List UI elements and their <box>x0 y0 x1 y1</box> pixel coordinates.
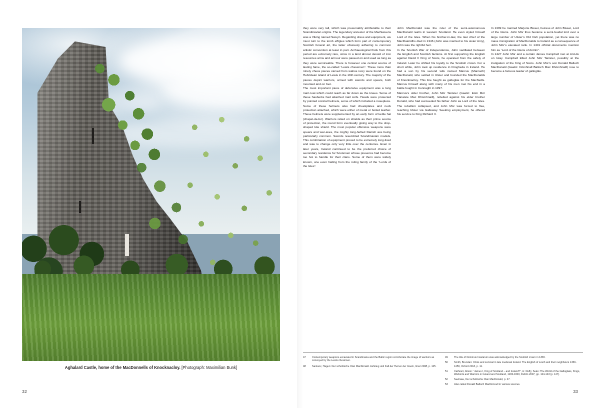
footnote-text: Cathcart, Alison: “James I, King of Scotland – and Ireland?”, in: Duffy, Seán: The World of the Galloglass, Kings, Warlords and Warriors in Ireland and Scotland, 1200-1600, Dublin 2007, pp. 124-143 (p. 127). <box>454 369 580 376</box>
figure-caption <box>22 365 280 370</box>
cloud-shape <box>164 73 280 106</box>
footnote-entry <box>303 356 439 363</box>
paragraph: In 1399 he married Marjorie Bisset, heiress of John Bisset, Lord of the Glens. John Mór thus became a semi-feudal lord over a large number of Ulster’s Old Irish population, yet there was no mass immigration of MacDonalds to Ireland as a consequence of John Mór’s elevated rank. In 1401 official documents mention him as “Lord of the Glens of Antrim”. <box>491 26 579 52</box>
paragraph: In 1427 John Mór and a certain James Campbell met at Ard-du on Islay. Campbell killed John Mór Tanister, possibly at the instigation of the King of Scots. John Mór’s son Donald Balloch MacDonald (Gaelic: Dómhnall Balloch Mac Dhómhnaill) rose to become a famous leader of galloglás. <box>491 51 579 74</box>
footnote-entry <box>445 378 581 381</box>
footnote-number: 47 <box>303 356 306 359</box>
paragraph: Marcus’s older brother, John Mór Tanister (Gaelic: Eóin Mór Tánaiste Mac Dhómhnaill), rebelled against his elder brother Donald, who had succeeded his father John as Lord of the Isles. The rebellion collapsed, and John Mór was forced to flee, reaching Ulster via Galloway. Seeking employment, he offered his service to King Richard II. <box>397 90 485 117</box>
text-columns <box>303 26 583 168</box>
right-page <box>300 0 600 408</box>
text-column-1 <box>303 26 391 168</box>
footnote-number: 50 <box>445 361 448 365</box>
footnote-separator-rule <box>303 352 583 353</box>
footnote-number: 48 <box>303 364 306 368</box>
figure-caption-title: Aghalard Castle, home of the MacDonnells of Knocknacloy. <box>64 365 181 370</box>
text-column-3 <box>491 26 579 168</box>
footnote-entry <box>445 356 581 359</box>
paragraph: In the Scottish War of Independence, John vacillated between the English and Scottish factions. At first supporting the English against David II King of Scots, he operated from the safety of Ireland. Later he shifted his loyalty to the Scottish crown. For a short while, John took up residence in Drogheda in Ireland. He had a son by his second wife named Marcus (Marcach) MacDonald, who settled in Ulster and founded the MacDonalds of Knocknacloy. This line fought as galloglás for the MacNeills. Marcus himself along with many of his men met his end in a battle fought in Connaght in 1397. <box>397 47 485 91</box>
footnote-column-left <box>303 356 439 388</box>
grass-field <box>22 274 280 361</box>
text-column-2 <box>397 26 485 168</box>
paragraph: John MacDonald was the ruler of the semi-autonomous MacDonald realm in western Scotland. He even styled himself Lord of the Isles. When his brother-in-law, the last chief of the MacRuairidhs died in 1346 (John was married to his sister Amy), John was the rightful heir. <box>397 26 485 48</box>
footnotes-area <box>303 356 583 388</box>
footnote-number: 53 <box>445 383 448 387</box>
footnote-number: 49 <box>445 356 448 359</box>
footnote-entry <box>445 361 581 368</box>
footnote-text: Contemporary weapons excavated in Scandinavia and the Baltic region corroborate the image of warriors as conveyed by the Lewis chessmen. <box>312 356 435 363</box>
aghalard-castle-photo <box>22 28 280 361</box>
footnote-text: Also called Donald Balloch MacDonnell in various sources. <box>454 383 521 387</box>
page-number-right: 33 <box>573 389 578 394</box>
footnote-number: 51 <box>445 369 448 373</box>
paragraph: The most important piece of defensive equipment was a long mail coat which could reach as far down as the knees. Some of these hauberks had attached mail coifs. Heads were protected by pointed conical helmets, some of which included a noseplece. Some of these helmets also had cheekplates and neck protection attached, which were either of metal or boiled leather. These helmets were supplemented by an early form of kettle hat (chapel-de-fer). Warriors relied on shields as their prime source of protection, the round form eventually giving way to the drop-shaped kite shield. The most popular offensive weapons were spears and war-axes, the mighty long-hefted Danish axe being particularly common. Swords resembled Scandinavian models. This combination of equipment proved to be extremely long-lived and was to change only very little over the centuries. Even in later years, Ireland continued to be the preferred choice of secondary residence for Scotsmen whose presence had become too hot to handle for their clans. Some of them were widely known, one even hailing from the ruling family of the “Lords of the Isles”. <box>303 86 391 168</box>
page-number-left: 32 <box>22 389 27 394</box>
footnote-text: Seehase, Der schottische Clan MacDonald, p. 27. <box>454 378 511 382</box>
footnote-text: Smith, Brendan: Crisis and survival in late medieval Ireland. The English of Louth and their neighbours 1330-1450, Oxford 2013, p. 11. <box>454 361 577 368</box>
paragraph: they were very tall, which was presumably attributable to their Scandinavian origins. The legendary ancestor of the MacSweens was a Viking named Sweyn. Regarding dress and equipment, we must turn to the tomb effigies which form part of contemporary Scottish funeral art, the latter obviously adhering to common artistic convention at least in part. Archaeological finds from this period are extremely rare, since in a land almost devoid of iron resources arms and armour were passed on and used as long as they were serviceable. There is however one central source of lasting fame, the so-called “Lewis chessmen”. These more than ninety chess pieces carved from walrus ivory were found on the Hebridean island of Lewis in the 19th century. The majority of the pieces depict warriors, armed with swords and spears, both mounted and on foot. <box>303 26 391 87</box>
footnote-text: The title of Dominus Insularum was acknowledged by the Scottish crown in 1336. <box>454 356 546 359</box>
footnote-entry <box>445 383 581 386</box>
footnote-entry <box>445 370 581 377</box>
footnote-text: Santuox, Hagen: Der schottische Clan MacDonald. Aufstieg und Fall der Herren der Inseln, Graz 2008, p. 125. <box>312 364 437 368</box>
footnote-column-right <box>445 356 581 388</box>
footnote-entry <box>303 365 439 368</box>
figure-caption-credit: [Photograph: Maximilian Bunk] <box>181 365 238 370</box>
arrow-slit-window <box>79 201 81 213</box>
footnote-number: 52 <box>445 378 448 382</box>
